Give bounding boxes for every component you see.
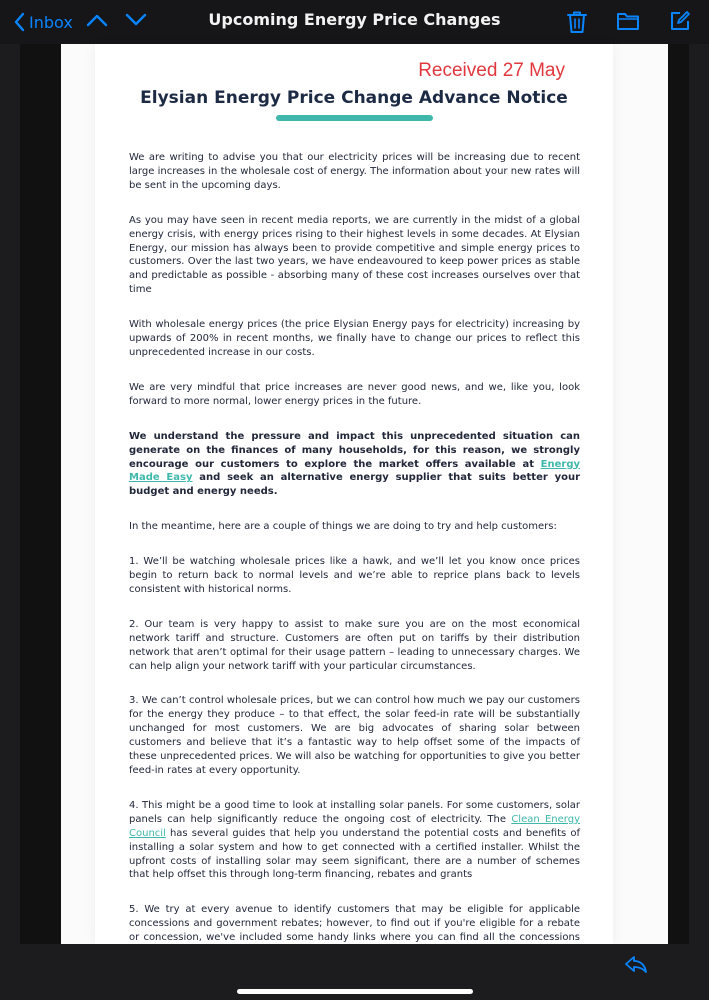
trash-icon — [566, 10, 588, 34]
notice-title: Elysian Energy Price Change Advance Notice — [140, 88, 568, 108]
message-body-viewer[interactable] — [20, 44, 689, 944]
back-label: Inbox — [29, 12, 73, 32]
paragraph-meantime: In the meantime, here are a couple of things we are doing to try and help customers: — [129, 521, 557, 533]
paragraph-point-1: 1. We’ll be watching wholesale prices like a hawk, and we’ll let you know once prices begin to return back to normal levels and we’re able to reprice plans back to levels consistent with historical norms. — [129, 556, 580, 595]
clean-energy-council-link[interactable]: Clean Energy Council — [129, 813, 580, 839]
compose-icon — [669, 10, 691, 32]
home-indicator[interactable] — [237, 989, 473, 994]
trash-button[interactable] — [566, 10, 588, 38]
notice-body — [129, 151, 580, 980]
paragraph-market-offers — [129, 430, 580, 500]
paragraph-point-4-text: 4. This might be a good time to look at installing solar panels. For some customers, solar panels can help significantly reduce the ongoing cost of electricity. The — [129, 799, 580, 825]
chevron-down-icon — [125, 12, 147, 28]
paragraph-point-4-text-end: has several guides that help you understand the potential costs and benefits of installing a solar system and how to get connected with a certified installer. Whilst the upfront costs of installing solar may seem significant, there are a number of schemes that help offset this through long-term financing, rebates and grants — [129, 827, 580, 881]
paragraph-intro: We are writing to advise you that our electricity prices will be increasing due to recent large increases in the wholesale cost of energy. The information about your new rates will be sent in the upcoming days. — [129, 152, 580, 191]
paragraph-point-2: 2. Our team is very happy to assist to make sure you are on the most economical network tariff and structure. Customers are often put on tariffs by their distribution network that aren’t optimal for their usage pattern – leading to unnecessary charges. We can help align your network tariff with your particular circumstances. — [129, 618, 580, 672]
compose-button[interactable] — [669, 10, 691, 36]
title-underline-divider — [276, 115, 433, 121]
reply-button[interactable] — [624, 953, 648, 979]
paragraph-energy-crisis: As you may have seen in recent media reports, we are currently in the midst of a global energy crisis, with energy prices rising to their highest levels in some decades. At Elysian Energy, our mission has always been to provide competitive and simple energy prices to customers. Over the last two years, we have endeavoured to keep power prices as stable and predictable as possible - absorbing many of these cost increases ourselves over that time — [129, 214, 580, 296]
reply-icon — [624, 953, 648, 975]
move-to-folder-button[interactable] — [616, 10, 640, 36]
received-stamp: Received 27 May — [418, 60, 565, 81]
folder-icon — [616, 10, 640, 32]
back-to-inbox-button[interactable] — [14, 10, 73, 34]
previous-message-button[interactable] — [86, 12, 108, 32]
chevron-left-icon — [14, 13, 25, 31]
paragraph-point-4 — [129, 799, 580, 882]
paragraph-point-3: 3. We can’t control wholesale prices, but we can control how much we pay our customers for the energy they produce – to that effect, the solar feed-in rate will be substantially unchanged for most customers. We are big advocates of sharing solar between customers and believe that it’s a fantastic way to help offset some of the impacts of these unprecedented prices. We will also be watching for opportunities to give you better feed-in rates at every opportunity. — [129, 695, 580, 776]
paragraph-market-offers-text-end: and seek an alternative energy supplier that suits better your budget and energy needs. — [129, 472, 581, 498]
paragraph-mindful: We are very mindful that price increases are never good news, and we, like you, look forward to more normal, lower energy prices in the future. — [129, 381, 580, 407]
notice-document — [95, 44, 613, 944]
paragraph-wholesale-prices: With wholesale energy prices (the price Elysian Energy pays for electricity) increasing by upwards of 200% in recent months, we finally have to change our prices to reflect this unprecedented increase in our costs. — [129, 319, 580, 358]
paragraph-market-offers-text: We understand the pressure and impact this unprecedented situation can generate on the finances of many households, for this reason, we strongly encourage our customers to explore the market offers available at — [129, 430, 580, 470]
energy-made-easy-link[interactable]: Energy Made Easy — [129, 458, 580, 484]
paragraph-point-5: 5. We try at every avenue to identify customers that may be eligible for applicable concessions and government rebates; however, to find out if you're eligible for a rebate or concession, we've included some handy links where you can find all the concessions — [129, 904, 580, 944]
message-subject-title: Upcoming Energy Price Changes — [208, 10, 501, 29]
bottom-toolbar — [0, 944, 709, 1000]
mail-toolbar — [0, 0, 709, 44]
next-message-button[interactable] — [125, 12, 147, 32]
chevron-up-icon — [86, 12, 108, 28]
